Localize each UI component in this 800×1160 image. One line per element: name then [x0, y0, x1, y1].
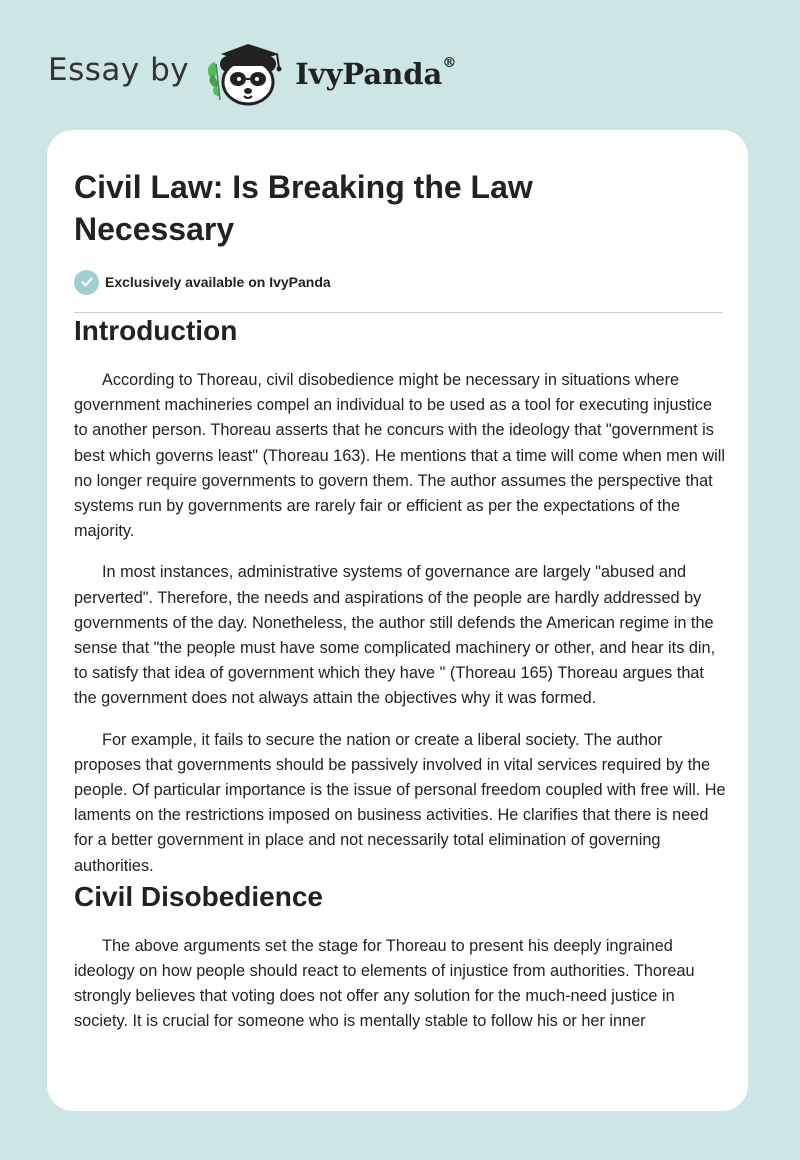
paragraph: For example, it fails to secure the nation or create a liberal society. The author proposes that governments should be passively involved in vital services required by the people. Of particular importance is the issue of personal freedom coupled with free will. He laments on the restrictions imposed on business activities. He clarifies that there is need for a better government in place and not necessarily total elimination of governing authorities. [74, 730, 726, 875]
brand-name[interactable] [295, 57, 456, 91]
registered-mark: ® [442, 55, 457, 71]
panda-logo-icon[interactable] [203, 36, 293, 108]
section-heading-introduction: Introduction [74, 315, 238, 346]
paragraph: According to Thoreau, civil disobedience might be necessary in situations where government machineries compel an individual to be used as a tool for executing injustice to another person. Thoreau asserts that he concurs with the ideology that "government is best which governs least" (Thoreau 163). He mentions that a time will come when men will no longer require governments to govern them. The author assumes the perspective that systems run by governments are rarely fair or efficient as per the expectations of the majority. [74, 371, 725, 541]
article-card [47, 130, 748, 1111]
brand-name-text: IvyPanda [295, 57, 443, 91]
article-title: Civil Law: Is Breaking the Law Necessary [74, 169, 533, 247]
section-heading-civil-disobedience: Civil Disobedience [74, 880, 323, 912]
paragraph: The above arguments set the stage for Thoreau to present his deeply ingrained ideology on how people should react to elements of injustice from authorities. Thoreau strongly believes that voting does not offer any solution for the much-need justice in society. It is crucial for someone who is mentally stable to follow his or her inner [74, 936, 695, 1031]
exclusive-badge [74, 268, 722, 296]
brand-prefix: Essay by [48, 52, 190, 88]
brand-header [48, 36, 508, 108]
check-icon [74, 270, 99, 295]
exclusive-badge-label: Exclusively available on IvyPanda [105, 274, 331, 290]
paragraph: In most instances, administrative systems of governance are largely "abused and perverted". Therefore, the needs and aspirations of the people are hardly addressed by governments of the day. Nonetheless, the author still defends the American regime in the sense that "the people must have some complicated machinery or other, and hear its din, to satisfy that idea of government which they have " (Thoreau 165) Thoreau argues that the government does not always attain the objectives why it was formed. [74, 563, 716, 708]
